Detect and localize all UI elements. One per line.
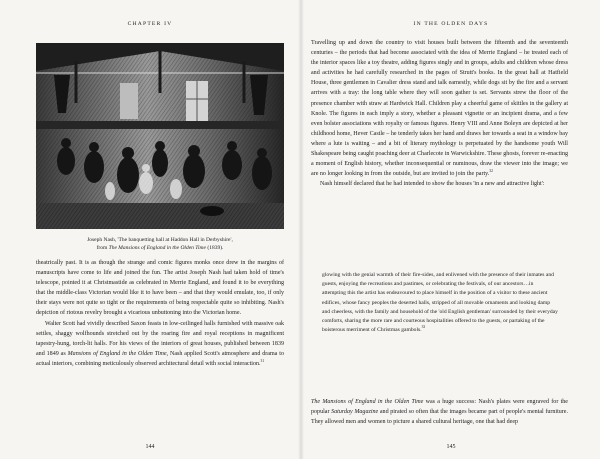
left-paragraph-2-title: Mansions of England in the Olden Time <box>67 350 167 357</box>
banquet-hall-engraving <box>36 43 284 229</box>
right-paragraph-3 <box>311 397 568 427</box>
right-body-text-top <box>311 38 568 189</box>
page-number-left: 144 <box>145 444 155 450</box>
right-paragraph-1 <box>311 38 568 179</box>
figure-caption <box>36 236 284 252</box>
caption-line-1: Joseph Nash, 'The banquetting hall at Haddon Hall in Derbyshire', <box>87 237 233 243</box>
right-paragraph-3-text-a: was a huge success: Nash's plates were engraved for the popular <box>311 399 568 416</box>
footnote-marker-31: 31 <box>260 358 265 363</box>
right-paragraph-3-title: The Mansions of England in the Olden Time <box>311 399 424 405</box>
right-paragraph-3-magazine: Saturday Magazine <box>331 409 379 416</box>
footnote-marker-32: 32 <box>489 169 493 174</box>
left-paragraph-2-start: Walter Scott had vividly described Saxon feasts in low-ceilinged halls furnished with massive oak settles, shaggy wolfhounds stretched out by the roaring fire and royal receptions in magnificent tapestry-hung, torch-lit halls. For his views of the interiors of great houses, published between 1839 and 1849 as <box>36 320 284 357</box>
running-head-right: IN THE OLDEN DAYS <box>413 21 489 27</box>
right-paragraph-1-text: Travelling up and down the country to visit houses built between the fifteenth and the seventeenth centuries – the periods that had become associated with the idea of Merrie England – he treated each of the interior spaces like a toy theatre, adding figures singly and in groups, adults and children whose dress and activities he had carefully researched in the pages of Strutt's books. In the great hall at Hatfield House, three gentlemen in Cavalier dress stand and talk earnestly, while dogs sit by the fire and a servant arrives with a tray: the long table where they will soon gather is set. Servants strew the floor of the presence chamber with straw at Hardwick Hall. Children play a cheerful game of skittles in the gallery at Knole. The figures in each imply a story, whether a pleasant vignette or an incipient drama, and a few even bolster associations with royalty or famous figures. Henry VIII and Anne Boleyn are depicted at her childhood home, Hever Castle – he tenderly takes her hand and draws her towards a seat in a window bay where a lute is waiting – and a bit of literary mythology is perpetuated by the handsome youth Will Shakespeare being caught poaching deer at Charlecote in Warwickshire. These ghosts, forever re-enacting a moment of English history, whether inconsequential or numinous, draw the viewer into the image; we are no longer looking in from the outside, but are invited to join the party. <box>311 40 568 178</box>
right-paragraph-3-text-b: and pirated so often that the images became part of people's mental furniture. They allowed men and women to picture a shared cultural heritage, one that had deep <box>311 409 568 426</box>
block-quote-text: glowing with the genial warmth of their fire-sides, and enlivened with the presence of their inmates and guests, enjoying the recreations and pastimes, or celebrating the festivals, of our ancestors…in attempting this the artist has endeavoured to place himself in the position of a visitor to these ancient edifices, whose fancy peoples the deserted halls, stripped of all movable ornaments and looking damp and cheerless, with the family and household of the 'old English gentleman' surrounded by their everyday comforts, sharing the more rare and courteous hospitalities offered to the guests, or partaking of the boisterous merriment of Christmas gambols. <box>322 272 558 334</box>
left-paragraph-1: theatrically past. It is as though the strange and comic figures monks once drew in the margins of manuscripts have come to life and joined the fun. The artist Joseph Nash had taken hold of time's telescope, pointed it at Christmastide as celebrated in Merrie England, and found it to be everything that the middle-class Victorian would like it to have been – and that they would emulate, too, if only their stays were not quite so tight or the requirements of being respectable quite so inhibiting. Nash's depiction of riotous revelry brought a vicarious unbuttoning into the Victorian home. <box>36 260 284 317</box>
page-number-right: 145 <box>446 444 456 450</box>
caption-suffix: (1839). <box>205 245 224 251</box>
right-page <box>302 0 600 459</box>
caption-line-2 <box>36 244 284 252</box>
engraving-illustration <box>36 43 284 229</box>
caption-prefix: from <box>96 245 109 251</box>
caption-title: The Mansions of England in the Olden Time <box>108 245 206 251</box>
left-paragraph-2-end: , Nash applied Scott's atmosphere and drama to actual interiors, combining meticulously observed architectural detail with social interaction. <box>36 350 284 367</box>
left-body-text <box>36 258 284 369</box>
left-paragraph-2 <box>36 319 284 369</box>
footnote-marker-33: 33 <box>421 325 426 330</box>
block-quote <box>322 271 558 335</box>
right-paragraph-2: Nash himself declared that he had intended to show the houses 'in a new and attractive light': <box>320 181 545 188</box>
running-head-left: CHAPTER IV <box>127 21 173 27</box>
right-body-text-bottom <box>311 397 568 427</box>
